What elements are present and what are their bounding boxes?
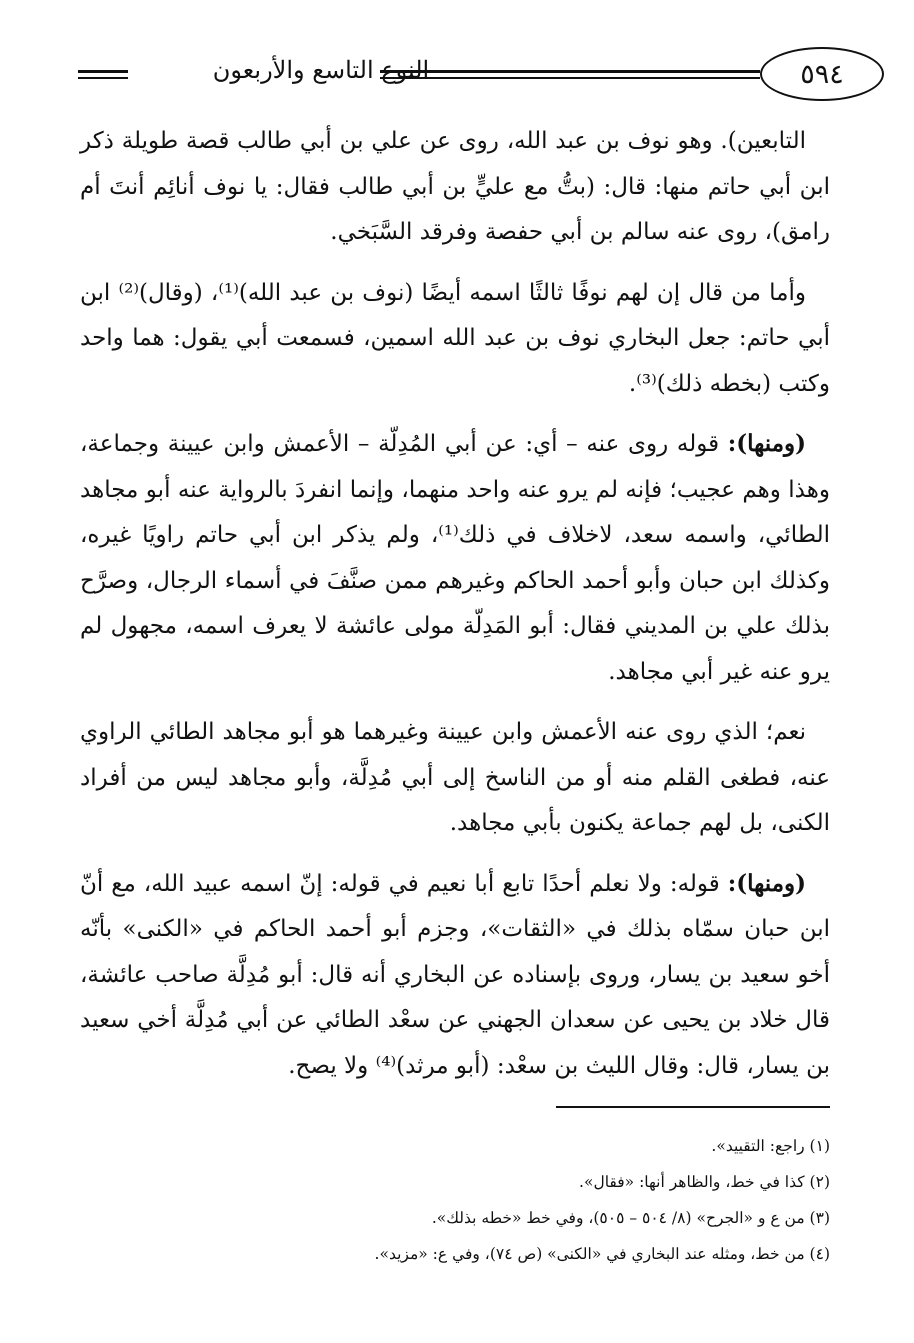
page-header (70, 42, 844, 112)
footnote: (١) راجع: التقييد». (711, 1137, 830, 1155)
page-number (760, 47, 884, 101)
paragraph-text: نعم؛ الذي روى عنه الأعمش وابن عيينة وغيرهما هو أبو مجاهد الطائي الراوي عنه، فطغى القلم منه أو من الناسخ إلى أبي مُدِلَّة، وأبو مجاهد ليس من أفراد الكنى، بل لهم جماعة يكنون بأبي مجاهد. (80, 719, 830, 836)
footnote-separator (556, 1106, 830, 1108)
paragraph-text: قوله: ولا نعلم أحدًا تابع أبا نعيم في قوله: إنّ اسمه عبيد الله، مع أنّ ابن حبان سمّاه بذلك في «الثقات»، وجزم أبو أحمد الحاكم في «الكنى» بأنّه أخو سعيد بن يسار، وروى بإسناده عن البخاري أنه قال: أبو مُدِلَّة صاحب عائشة، قال خلاد بن يحيى عن سعدان الجهني عن سعْد الطائي عن أبي مُدِلَّة أخي سعيد بن يسار، قال: وقال الليث بن سعْد: (أبو مرثد)⁽⁴⁾ ولا يصح. (80, 870, 830, 1079)
footnote: (٣) من ع و «الجرح» (٨/ ٥٠٤ – ٥٠٥)، وفي خط «خطه بذلك». (431, 1209, 830, 1227)
paragraph (80, 709, 830, 847)
header-rule-middle (380, 70, 760, 73)
header-rule-left-thin (78, 77, 128, 79)
footnote: (٢) كذا في خط، والظاهر أنها: «فقال». (579, 1173, 830, 1191)
paragraph-text: وأما من قال إن لهم نوفًا ثالثًا اسمه أيضًا (نوف بن عبد الله)⁽¹⁾، (وقال)⁽²⁾ ابن أبي حاتم: جعل البخاري نوف بن عبد الله اسمين، فسمعت أبي يقول: هما واحد وكتب (بخطه ذلك)⁽³⁾. (80, 279, 830, 397)
paragraph-text: التابعين). وهو نوف بن عبد الله، روى عن علي بن أبي طالب قصة طويلة ذكر ابن أبي حاتم منها: قال: (بتُّ مع عليٍّ بن أبي طالب فقال: يا نوف أنائِم أنتَ أم رامق)، روى عنه سالم بن أبي حفصة وفرقد السَّبَخي. (80, 128, 830, 245)
chapter-title: النوع التاسع والأربعون (212, 56, 430, 84)
paragraph-lead: (ومنها): (727, 869, 806, 897)
header-rule-left (78, 70, 128, 73)
paragraph (80, 421, 830, 695)
main-text (80, 118, 830, 1103)
page-number-text: ٥٩٤ (800, 58, 844, 90)
paragraph (80, 861, 830, 1090)
footnote: (٤) من خط، ومثله عند البخاري في «الكنى» (ص ٧٤)، وفي ع: «مزيد». (374, 1245, 830, 1263)
paragraph-text: قوله روى عنه – أي: عن أبي المُدِلّة – الأعمش وابن عيينة وجماعة، وهذا وهم عجيب؛ فإنه لم يرو عنه واحد منهما، وإنما انفردَ بالرواية عنه أبو مجاهد الطائي، واسمه سعد، لاخلاف في ذلك⁽¹⁾، ولم يذكر ابن أبي حاتم راويًا غيره، وكذلك ابن حبان وأبو أحمد الحاكم وغيرهم ممن صنَّفَ في أسماء الرجال، وصرَّح بذلك علي بن المديني فقال: أبو المَدِلّة مولى عائشة لا يعرف اسمه، مجهول لم يرو عنه غير أبي مجاهد. (80, 431, 830, 685)
header-rule-middle-thin (380, 77, 760, 79)
paragraph (80, 270, 830, 408)
paragraph (80, 118, 830, 256)
footnotes (80, 1128, 830, 1272)
paragraph-lead: (ومنها): (727, 430, 806, 457)
